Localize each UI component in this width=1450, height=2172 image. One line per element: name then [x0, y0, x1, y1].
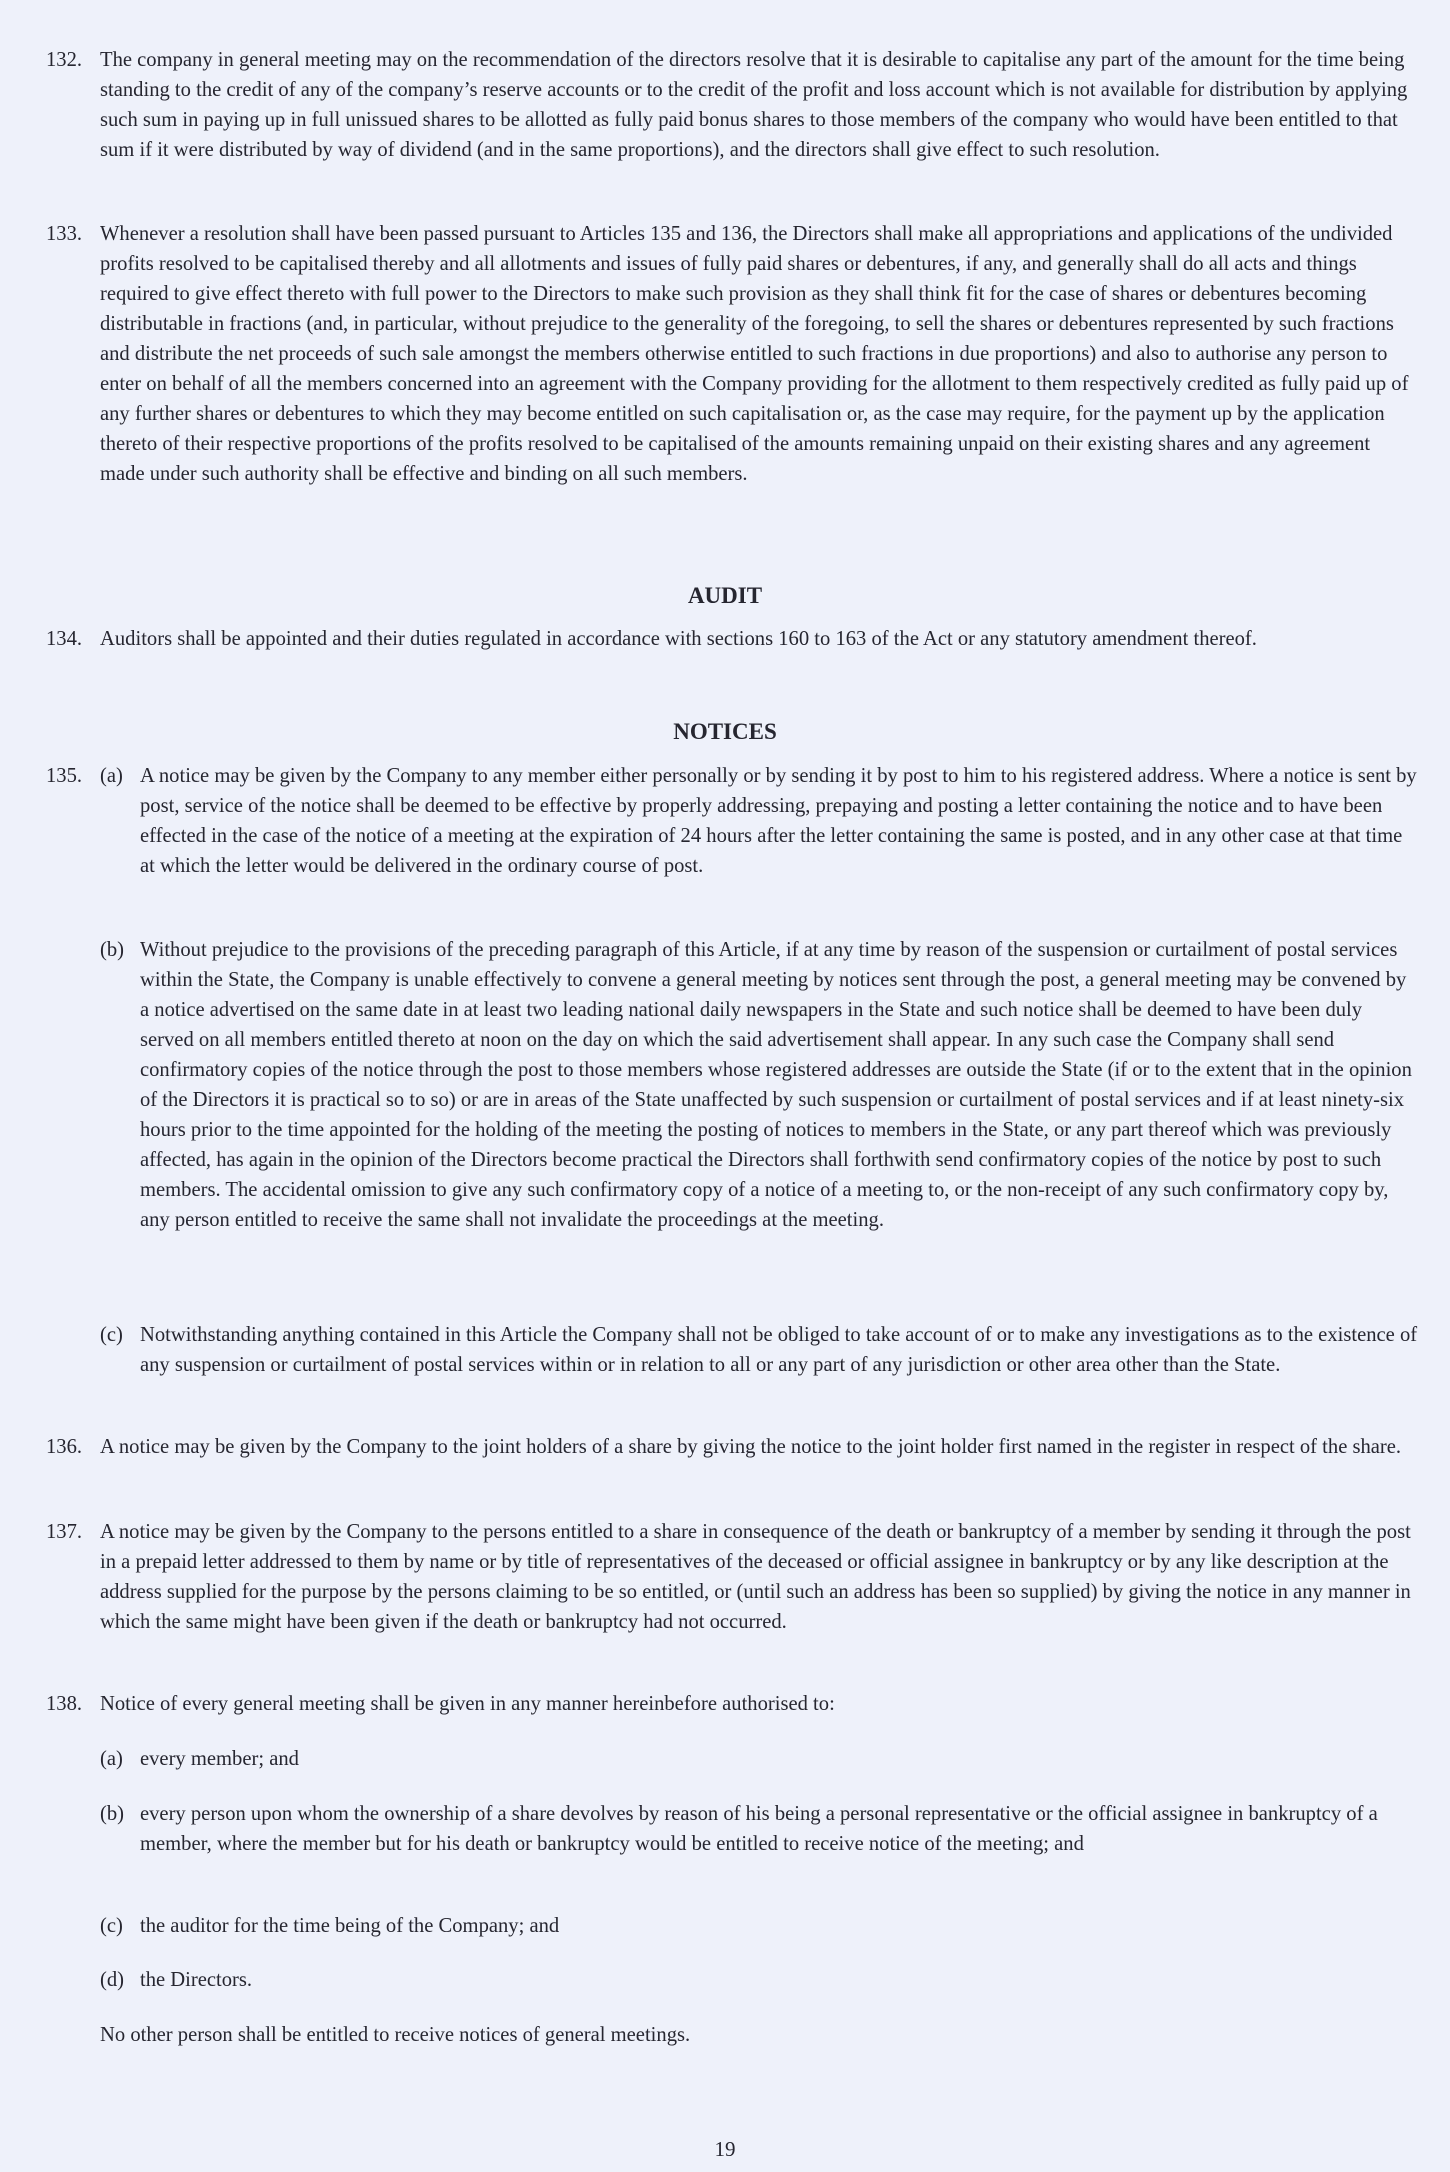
article-text: The company in general meeting may on the recommendation of the directors resolve that it is desirable to capitalise any part of the amount for the time being standing to the credit of any of the company’s reserve accounts or to the credit of the profit and loss account which is not available for distribution by applying such sum in paying up in full unissued shares to be allotted as fully paid bonus shares to those members of the company who would have been entitled to that sum if it were distributed by way of dividend (and in the same proportions), and the directors shall give effect to such resolution.	[100, 49, 1408, 161]
article-137	[46, 1517, 1418, 1637]
article-text: Notice of every general meeting shall be given in any manner hereinbefore authorised to:	[100, 1693, 835, 1715]
article-text: A notice may be given by the Company to the joint holders of a share by giving the notice to the joint holder first named in the register in respect of the share.	[100, 1436, 1402, 1458]
article-135-c	[100, 1320, 1418, 1380]
clause-label: (b)	[100, 1803, 125, 1825]
article-number: 138.	[46, 1693, 83, 1715]
clause-label: (d)	[100, 1969, 125, 1991]
clause-label: (a)	[100, 1748, 123, 1770]
article-number: 137.	[46, 1521, 83, 1543]
clause-label: (a)	[100, 765, 123, 787]
article-133	[46, 219, 1418, 489]
clause-text: the auditor for the time being of the Company; and	[140, 1915, 560, 1937]
article-number: 133.	[46, 223, 83, 245]
article-134	[46, 624, 1418, 654]
article-138-c	[100, 1911, 1418, 1941]
article-138-b	[100, 1799, 1418, 1859]
article-135-a	[100, 761, 1418, 881]
clause-text: the Directors.	[140, 1969, 253, 1991]
section-heading-audit: AUDIT	[687, 583, 763, 608]
clause-text: every member; and	[140, 1748, 299, 1770]
clause-label: (b)	[100, 939, 125, 961]
clause-text: Without prejudice to the provisions of the preceding paragraph of this Article, if at any time by reason of the suspension or curtailment of postal services within the State, the Company is unable effectively to convene a general meeting by notices sent through the post, a general meeting may be convened by a notice advertised on the same date in at least two leading national daily newspapers in the State and such notice shall be deemed to have been duly served on all members entitled thereto at noon on the day on which the said advertisement shall appear. In any such case the Company shall send confirmatory copies of the notice through the post to those members whose registered addresses are outside the State (if or to the extent that in the opinion of the Directors it is practical so to so) or are in areas of the State unaffected by such suspension or curtailment of postal services and if at least ninety-six hours prior to the time appointed for the holding of the meeting the posting of notices to members in the State, or any part thereof which was previously affected, has again in the opinion of the Directors become practical the Directors shall forthwith send confirmatory copies of the notice by post to such members. The accidental omission to give any such confirmatory copy of a notice of a meeting to, or the non-receipt of any such confirmatory copy by, any person entitled to receive the same shall not invalidate the proceedings at the meeting.	[140, 939, 1412, 1231]
clause-text: A notice may be given by the Company to any member either personally or by sending it by post to him to his registered address. Where a notice is sent by post, service of the notice shall be deemed to be effective by properly addressing, prepaying and posting a letter containing the notice and to have been effected in the case of the notice of a meeting at the expiration of 24 hours after the letter containing the same is posted, and in any other case at that time at which the letter would be delivered in the ordinary course of post.	[140, 765, 1417, 877]
article-136	[46, 1432, 1418, 1462]
article-number: 135.	[46, 765, 83, 787]
article-138-a	[100, 1744, 1418, 1774]
article-138-d	[100, 1965, 1418, 1995]
article-text: Whenever a resolution shall have been passed pursuant to Articles 135 and 136, the Directors shall make all appropriations and applications of the undivided profits resolved to be capitalised thereby and all allotments and issues of fully paid shares or debentures, if any, and generally shall do all acts and things required to give effect thereto with full power to the Directors to make such provision as they shall think fit for the case of shares or debentures becoming distributable in fractions (and, in particular, without prejudice to the generality of the foregoing, to sell the shares or debentures represented by such fractions and distribute the net proceeds of such sale amongst the members otherwise entitled to such fractions in due proportions) and also to authorise any person to enter on behalf of all the members concerned into an agreement with the Company providing for the allotment to them respectively credited as fully paid up of any further shares or debentures to which they may become entitled on such capitalisation or, as the case may require, for the payment up by the application thereto of their respective proportions of the profits resolved to be capitalised of the amounts remaining unpaid on their existing shares and any agreement made under such authority shall be effective and binding on all such members.	[100, 223, 1409, 485]
article-text: Auditors shall be appointed and their duties regulated in accordance with sections 160 to 163 of the Act or any statutory amendment thereof.	[100, 628, 1257, 650]
article-number: 134.	[46, 628, 83, 650]
section-heading-notices: NOTICES	[673, 719, 777, 744]
article-text: A notice may be given by the Company to the persons entitled to a share in consequence of the death or bankruptcy of a member by sending it through the post in a prepaid letter addressed to them by name or by title of representatives of the deceased or official assignee in bankruptcy or by any like description at the address supplied for the purpose by the persons claiming to be so entitled, or (until such an address has been so supplied) by giving the notice in any manner in which the same might have been given if the death or bankruptcy had not occurred.	[100, 1521, 1411, 1633]
article-number: 136.	[46, 1436, 83, 1458]
article-132	[46, 45, 1418, 165]
article-138	[46, 1689, 1418, 1719]
article-138-closing: No other person shall be entitled to receive notices of general meetings.	[100, 2024, 691, 2046]
clause-label: (c)	[100, 1915, 123, 1937]
clause-text: Notwithstanding anything contained in this Article the Company shall not be obliged to take account of or to make any investigations as to the existence of any suspension or curtailment of postal services within or in relation to all or any part of any jurisdiction or other area other than the State.	[140, 1324, 1418, 1376]
article-number: 132.	[46, 49, 83, 71]
article-135-b	[100, 935, 1418, 1235]
clause-label: (c)	[100, 1324, 123, 1346]
page-number: 19	[714, 2137, 736, 2161]
clause-text: every person upon whom the ownership of a share devolves by reason of his being a personal representative or the official assignee in bankruptcy of a member, where the member but for his death or bankruptcy would be entitled to receive notice of the meeting; and	[140, 1803, 1378, 1855]
